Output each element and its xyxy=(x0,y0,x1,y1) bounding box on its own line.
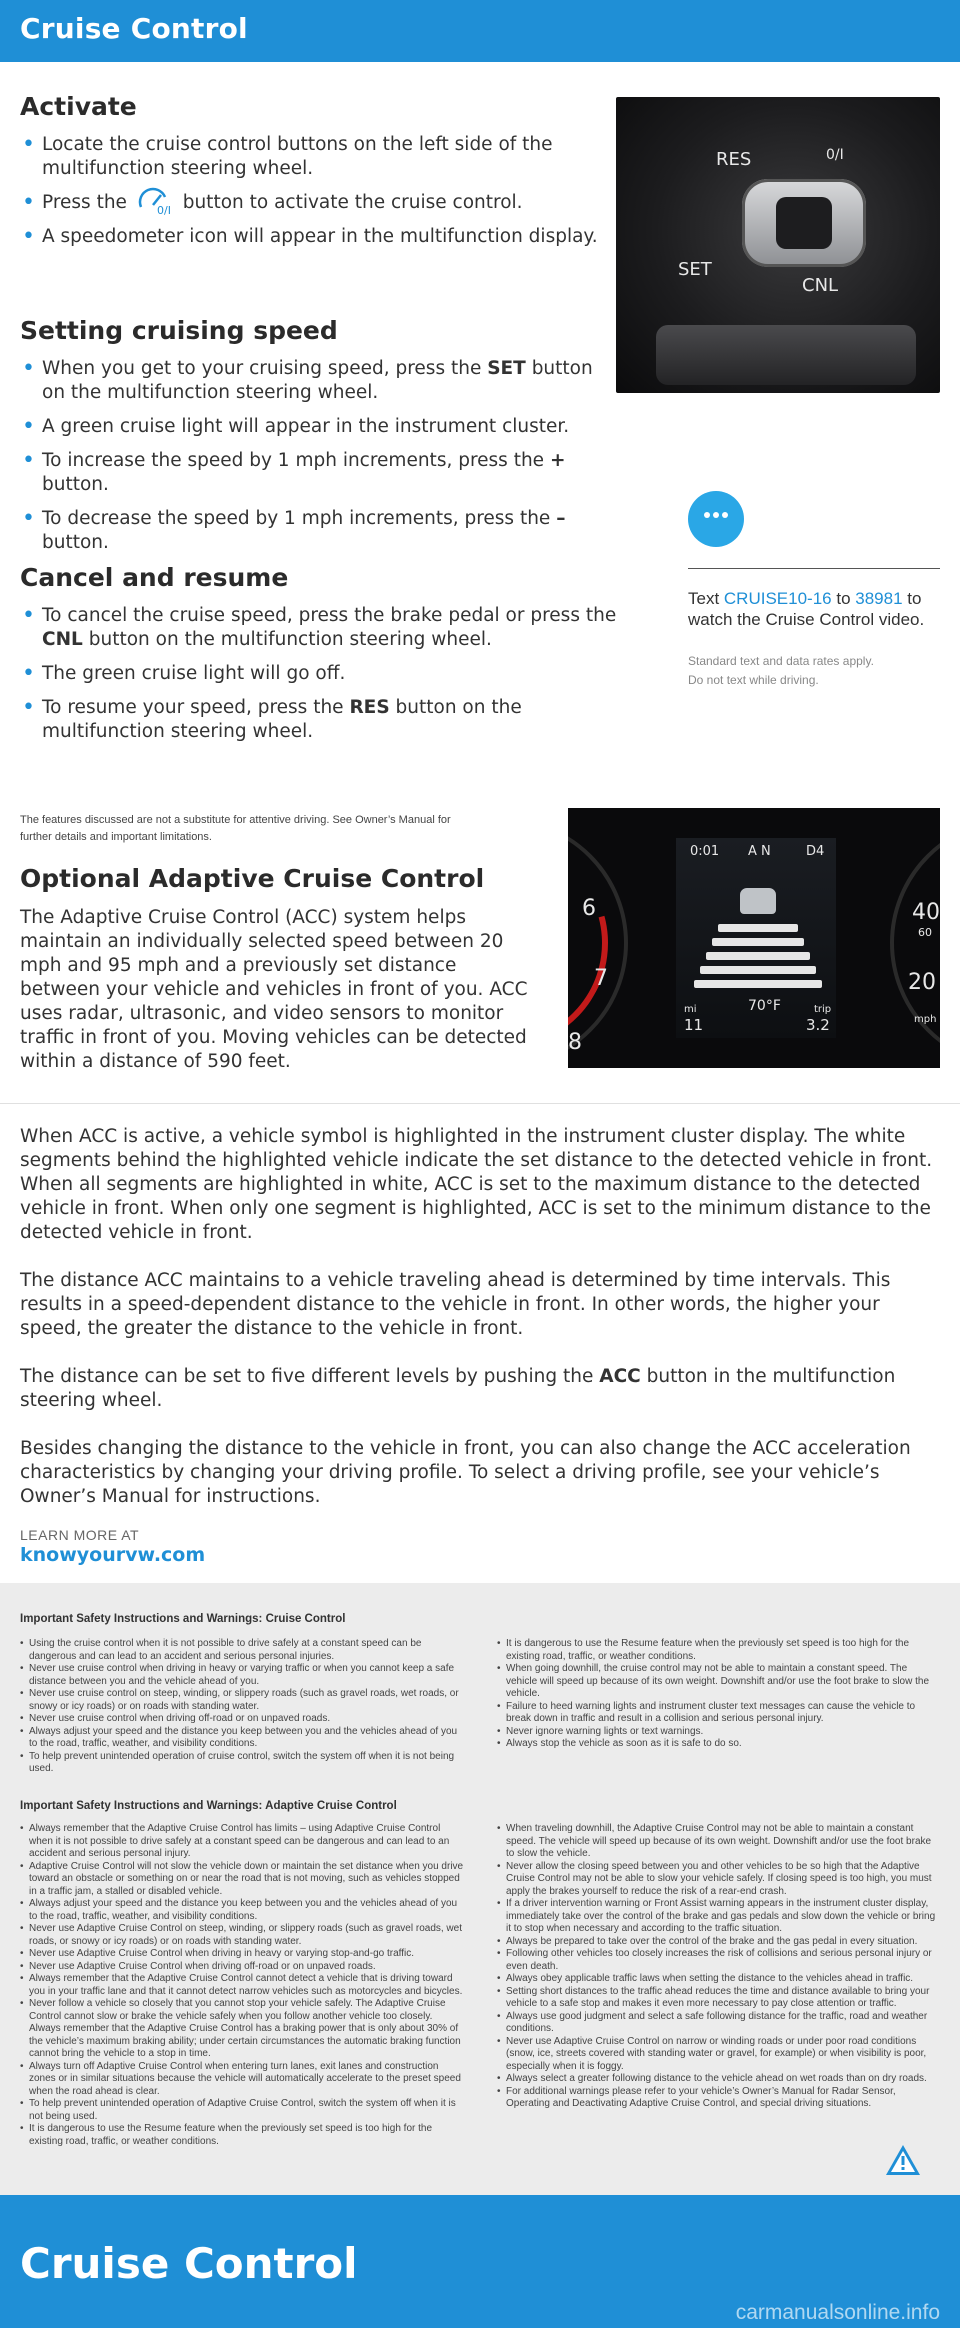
safety-item: • Always select a greater following distance to the vehicle ahead on wet roads than on dry roads. xyxy=(497,2073,940,2086)
safety-item: • Adaptive Cruise Control will not slow the vehicle down or maintain the set distance when you drive toward an obstacle or something on or near the road that is not moving, such as vehicles stopped in a traffic jam, a stalled or disabled vehicle. xyxy=(20,1861,465,1899)
list-item: • To cancel the cruise speed, press the brake pedal or press the CNL button on the multifunction steering wheel. xyxy=(20,604,640,652)
safety-item: • Never use cruise control when driving in heavy or varying traffic or when you cannot keep a safe distance between you and the vehicle ahead of you. xyxy=(20,1663,465,1688)
safety-cc-right xyxy=(497,1638,940,1751)
tip-divider xyxy=(688,568,940,569)
safety-item: • Always use good judgment and select a safe following distance for the traffic, road and weather conditions. xyxy=(497,2011,940,2036)
cancel-list xyxy=(20,604,640,754)
setting-list xyxy=(20,357,620,565)
safety-item: • Always adjust your speed and the distance you keep between you and the vehicles ahead of you to the road, traffic, weather, and visibility conditions. xyxy=(20,1726,465,1751)
safety-item: • Always obey applicable traffic laws when setting the distance to the vehicles ahead in traffic. xyxy=(497,1973,940,1986)
safety-section xyxy=(0,1583,960,2195)
list-item: • To increase the speed by 1 mph increments, press the + button. xyxy=(20,449,620,497)
page-title: Cruise Control xyxy=(20,12,248,45)
safety-item: • Never use Adaptive Cruise Control when driving in heavy or varying stop-and-go traffic. xyxy=(20,1948,465,1961)
safety-cc-left xyxy=(20,1638,465,1776)
safety-item: • Using the cruise control when it is not possible to drive safely at a constant speed can be dangerous and can lead to an accident and serious personal injuries. xyxy=(20,1638,465,1663)
onoff-label: 0/I xyxy=(826,147,844,163)
text-tip-note: Standard text and data rates apply. Do not text while driving. xyxy=(688,654,874,687)
safety-item: • Never use Adaptive Cruise Control on narrow or winding roads or under poor road conditions (snow, ice, streets covered with standing water or gravel, for example) or when visibility is poor, especially when it is foggy. xyxy=(497,2036,940,2074)
learn-more-label: LEARN MORE AT xyxy=(20,1527,140,1543)
list-item: • To decrease the speed by 1 mph increments, press the – button. xyxy=(20,507,620,555)
set-label: SET xyxy=(678,259,712,280)
safety-item: • Never allow the closing speed between you and other vehicles to be so high that the Adaptive Cruise Control may not be able to slow your vehicle safely. If closing speed is too high, you must apply the brakes yourself to reduce the risk of a rear-end crash. xyxy=(497,1861,940,1899)
warning-triangle-icon xyxy=(884,2143,922,2177)
list-item: • When you get to your cruising speed, press the SET button on the multifunction steering wheel. xyxy=(20,357,620,405)
safety-item: • Never use cruise control on steep, winding, or slippery roads (such as gravel roads, wet roads, or snowy or icy roads) or on roads with standing water. xyxy=(20,1688,465,1713)
top-header-bar xyxy=(0,0,960,62)
text-tip: Text CRUISE10-16 to 38981 to watch the Cruise Control video. xyxy=(688,589,925,629)
safety-item: • It is dangerous to use the Resume feature when the previously set speed is too high for the existing road, traffic, or weather conditions. xyxy=(497,1638,940,1663)
safety-item: • Following other vehicles too closely increases the risk of collisions and serious personal injury or even death. xyxy=(497,1948,940,1973)
chat-bubble-icon xyxy=(688,491,744,547)
safety-item: • Never follow a vehicle so closely that you cannot stop your vehicle safely. The Adaptive Cruise Control cannot slow or brake the vehicle safely when you follow another vehicle too closely. Always remember that the Adaptive Cruise Control has a braking power that is only about 30% of the vehicle’s maximum braking ability; under certain circumstances the automatic braking function cannot bring the vehicle to a stop in time. xyxy=(20,1998,465,2061)
watermark: carmanualsonline.info xyxy=(735,2301,940,2324)
safety-item: • For additional warnings please refer to your vehicle’s Owner’s Manual for Radar Sensor, Operating and Deactivating Adaptive Cruise Control, and special driving situations. xyxy=(497,2086,940,2111)
learn-more-link[interactable]: knowyourvw.com xyxy=(20,1544,206,1566)
svg-text:0/I: 0/I xyxy=(156,204,171,215)
safety-item: • Always turn off Adaptive Cruise Control when entering turn lanes, exit lanes and construction zones or in similar situations because the vehicle will automatically accelerate to the preset speed when the road ahead is clear. xyxy=(20,2061,465,2099)
acc-intro: The Adaptive Cruise Control (ACC) system helps maintain an individually selected speed between 20 mph and 95 mph and a previously set distance between your vehicle and vehicles in front of you. ACC uses radar, ultrasonic, and video sensors to monitor traffic in front of you. Moving vehicles can be detected within a distance of 590 feet. xyxy=(20,907,528,1072)
res-label: RES xyxy=(716,149,752,170)
steering-wheel-photo xyxy=(616,97,940,393)
safety-item: • Always remember that the Adaptive Cruise Control cannot detect a vehicle that is driving toward you in your traffic lane and that it cannot detect narrow vehicles such as motorcycles and bicycles. xyxy=(20,1973,465,1998)
cruise-control-icon xyxy=(135,185,175,215)
safety-acc-heading: Important Safety Instructions and Warnings: Adaptive Cruise Control xyxy=(20,1800,397,1812)
activate-heading: Activate xyxy=(20,92,137,121)
activate-list xyxy=(20,133,600,259)
safety-item: • Always be prepared to take over the control of the brake and the gas pedal in every situation. xyxy=(497,1936,940,1949)
cancel-heading: Cancel and resume xyxy=(20,563,289,592)
safety-item: • Always stop the vehicle as soon as it is safe to do so. xyxy=(497,1738,940,1751)
cruise-control-pad xyxy=(742,179,866,267)
safety-item: • Setting short distances to the traffic ahead reduces the time and distance available to bring your vehicle to a safe stop and makes it even more necessary to pay close attention or traffic. xyxy=(497,1986,940,2011)
safety-item: • To help prevent unintended operation of Adaptive Cruise Control, switch the system off when it is not being used. xyxy=(20,2098,465,2123)
bottom-footer-bar xyxy=(0,2195,960,2328)
safety-item: • Never use Adaptive Cruise Control on steep, winding, or slippery roads (such as gravel roads, wet roads, or snowy or icy roads) or on roads with standing water. xyxy=(20,1923,465,1948)
safety-item: • Always adjust your speed and the distance you keep between you and the vehicles ahead of you to the road, traffic, weather, and visibility conditions. xyxy=(20,1898,465,1923)
acc-heading: Optional Adaptive Cruise Control xyxy=(20,864,485,893)
speedometer xyxy=(890,818,940,1068)
vehicle-symbol xyxy=(740,888,776,914)
acc-paragraph-3: The distance can be set to five different levels by pushing the ACC button in the multifunction steering wheel. xyxy=(20,1366,896,1411)
list-item: • Press the 0/I button to activate the cruise control. xyxy=(20,191,600,215)
text-number: 38981 xyxy=(855,589,903,608)
safety-item: • To help prevent unintended operation of cruise control, switch the system off when it is not being used. xyxy=(20,1751,465,1776)
safety-item: • When traveling downhill, the Adaptive Cruise Control may not be able to maintain a constant speed. The vehicle will speed up because of its own weight. Downshift and/or use the foot brake to slow the vehicle. xyxy=(497,1823,940,1861)
text-code: CRUISE10-16 xyxy=(723,589,832,608)
list-item: • The green cruise light will go off. xyxy=(20,662,640,686)
footer-title: Cruise Control xyxy=(20,2239,358,2288)
safety-item: • When going downhill, the cruise control may not be able to maintain a constant speed. The vehicle will speed up because of its own weight. Downshift and/or use the foot brake to slow the vehicle. xyxy=(497,1663,940,1701)
safety-item: • It is dangerous to use the Resume feature when the previously set speed is too high for the existing road, traffic, or weather conditions. xyxy=(20,2123,465,2148)
safety-item: • Failure to heed warning lights and instrument cluster text messages can cause the vehicle to break down in traffic and result in a collision and serious personal injury. xyxy=(497,1701,940,1726)
acc-paragraph-1: When ACC is active, a vehicle symbol is highlighted in the instrument cluster display. The white segments behind the highlighted vehicle indicate the set distance to the detected vehicle in front. When all segments are highlighted in white, ACC is set to the maximum distance to the detected vehicle in front. When only one segment is highlighted, ACC is set to the minimum distance to the detected vehicle in front. xyxy=(20,1126,933,1243)
list-item: • To resume your speed, press the RES button on the multifunction steering wheel. xyxy=(20,696,640,744)
cnl-label: CNL xyxy=(802,275,839,296)
instrument-cluster-photo: 0:01 A N D4 70°F mi 11 trip 3.2 6 7 8 40 60 20 mph xyxy=(568,808,940,1068)
setting-heading: Setting cruising speed xyxy=(20,316,338,345)
section-divider xyxy=(0,1103,960,1104)
acc-paragraph-4: Besides changing the distance to the vehicle in front, you can also change the ACC acceleration characteristics by changing your driving profile. To select a driving profile, see your vehicle’s Owner’s Manual for instructions. xyxy=(20,1438,911,1507)
safety-item: • If a driver intervention warning or Front Assist warning appears in the instrument cluster display, immediately take over the control of the brake and gas pedals and slow down the vehicle or bring it to stop when necessary and according to the traffic situation. xyxy=(497,1898,940,1936)
acc-paragraph-2: The distance ACC maintains to a vehicle traveling ahead is determined by time intervals. This results in a speed-dependent distance to the vehicle in front. In other words, the higher your speed, the greater the distance to the vehicle in front. xyxy=(20,1270,891,1339)
disclaimer: The features discussed are not a substitute for attentive driving. See Owner’s Manual for further details and important limitations. xyxy=(20,814,451,843)
safety-item: • Never use cruise control when driving off-road or on unpaved roads. xyxy=(20,1713,465,1726)
list-item: • A green cruise light will appear in the instrument cluster. xyxy=(20,415,620,439)
list-item: • A speedometer icon will appear in the multifunction display. xyxy=(20,225,600,249)
safety-item: • Never ignore warning lights or text warnings. xyxy=(497,1726,940,1739)
safety-acc-right xyxy=(497,1823,940,2111)
list-item: • Locate the cruise control buttons on the left side of the multifunction steering wheel. xyxy=(20,133,600,181)
safety-cc-heading: Important Safety Instructions and Warnings: Cruise Control xyxy=(20,1613,346,1625)
wheel-lower-buttons xyxy=(656,325,916,385)
safety-item: • Never use Adaptive Cruise Control when driving off-road or on unpaved roads. xyxy=(20,1961,465,1974)
safety-item: • Always remember that the Adaptive Cruise Control has limits – using Adaptive Cruise Control when it is not possible to drive safely at a constant speed can be dangerous and can lead to an accident and serious personal injury. xyxy=(20,1823,465,1861)
safety-acc-left xyxy=(20,1823,465,2148)
